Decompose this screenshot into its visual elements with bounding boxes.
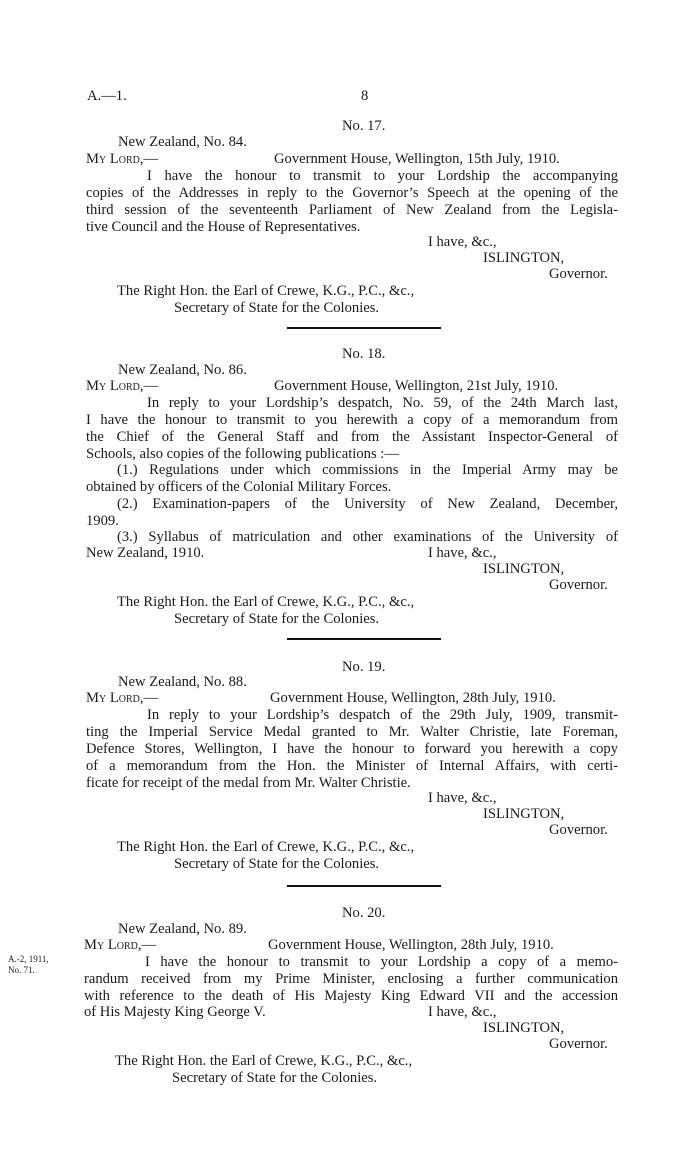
body-line: In reply to your Lordship’s despatch, No. 59, of the 24th March last, (147, 395, 618, 411)
letter-number: No. 20. (342, 905, 386, 921)
body-line: the Chief of the General Staff and from the Assistant Inspector-General of (86, 429, 618, 445)
body-line: I have the honour to transmit to you herewith a copy of a memorandum from (86, 412, 618, 428)
body-line: third session of the seventeenth Parliament of New Zealand from the Legisla- (86, 202, 618, 218)
body-line: Schools, also copies of the following publications :— (86, 446, 399, 462)
letter-number: No. 19. (342, 659, 386, 675)
list-item-continuation: 1909. (86, 513, 119, 529)
sender-address: Government House, Wellington, 28th July, 1910. (270, 690, 556, 706)
despatch-reference: New Zealand, No. 89. (118, 921, 247, 937)
signature: ISLINGTON, (483, 1020, 565, 1036)
signatory-title: Governor. (549, 822, 608, 838)
document-reference: A.—1. (87, 88, 127, 104)
body-line: Defence Stores, Wellington, I have the honour to forward you herewith a copy (86, 741, 618, 757)
body-line: tive Council and the House of Representatives. (86, 219, 361, 235)
despatch-reference: New Zealand, No. 86. (118, 362, 247, 378)
page-number: 8 (361, 88, 369, 104)
margin-reference: No. 71. (8, 965, 35, 975)
closing: I have, &c., (428, 790, 497, 806)
signature: ISLINGTON, (483, 806, 565, 822)
body-line: I have the honour to transmit to your Lordship a copy of a memo- (145, 954, 618, 970)
margin-reference: A.-2, 1911, (8, 954, 49, 964)
list-item-continuation: obtained by officers of the Colonial Military Forces. (86, 479, 392, 495)
signature: ISLINGTON, (483, 250, 565, 266)
body-line: randum received from my Prime Minister, enclosing a further communication (84, 971, 618, 987)
letter-number: No. 18. (342, 346, 386, 362)
recipient-office: Secretary of State for the Colonies. (174, 856, 380, 872)
recipient-office: Secretary of State for the Colonies. (172, 1070, 378, 1086)
section-divider (287, 327, 441, 329)
recipient-office: Secretary of State for the Colonies. (174, 611, 380, 627)
body-line: of His Majesty King George V. (84, 1004, 266, 1020)
recipient: The Right Hon. the Earl of Crewe, K.G., P.C., &c., (117, 283, 415, 299)
sender-address: Government House, Wellington, 21st July, 1910. (274, 378, 559, 394)
sender-address: Government House, Wellington, 15th July, 1910. (274, 151, 560, 167)
salutation: My Lord,— (86, 151, 159, 167)
list-item: (2.) Examination-papers of the University of New Zealand, December, (117, 496, 618, 512)
sender-address: Government House, Wellington, 28th July, 1910. (268, 937, 554, 953)
recipient-office: Secretary of State for the Colonies. (174, 300, 380, 316)
salutation: My Lord,— (86, 690, 159, 706)
body-line: In reply to your Lordship’s despatch of the 29th July, 1909, transmit- (147, 707, 618, 723)
body-line: ficate for receipt of the medal from Mr. Walter Christie. (86, 775, 411, 791)
recipient: The Right Hon. the Earl of Crewe, K.G., P.C., &c., (117, 594, 415, 610)
closing: I have, &c., (428, 234, 497, 250)
salutation: My Lord,— (84, 937, 157, 953)
list-item-continuation: New Zealand, 1910. (86, 545, 205, 561)
body-line: I have the honour to transmit to your Lordship the accompanying (147, 168, 618, 184)
signatory-title: Governor. (549, 266, 608, 282)
signature: ISLINGTON, (483, 561, 565, 577)
list-item: (1.) Regulations under which commissions in the Imperial Army may be (117, 462, 618, 478)
signatory-title: Governor. (549, 577, 608, 593)
despatch-reference: New Zealand, No. 84. (118, 134, 247, 150)
signatory-title: Governor. (549, 1036, 608, 1052)
recipient: The Right Hon. the Earl of Crewe, K.G., P.C., &c., (117, 839, 415, 855)
salutation: My Lord,— (86, 378, 159, 394)
section-divider (287, 638, 441, 640)
body-line: of a memorandum from the Hon. the Minister of Internal Affairs, with certi- (86, 758, 618, 774)
section-divider (287, 885, 441, 887)
closing: I have, &c., (428, 1004, 497, 1020)
despatch-reference: New Zealand, No. 88. (118, 674, 247, 690)
letter-number: No. 17. (342, 118, 386, 134)
body-line: ting the Imperial Service Medal granted to Mr. Walter Christie, late Foreman, (86, 724, 618, 740)
body-line: copies of the Addresses in reply to the Governor’s Speech at the opening of the (86, 185, 618, 201)
list-item: (3.) Syllabus of matriculation and other examinations of the University of (117, 529, 618, 545)
body-line: with reference to the death of His Majesty King Edward VII and the accession (84, 988, 618, 1004)
closing: I have, &c., (428, 545, 497, 561)
recipient: The Right Hon. the Earl of Crewe, K.G., P.C., &c., (115, 1053, 413, 1069)
